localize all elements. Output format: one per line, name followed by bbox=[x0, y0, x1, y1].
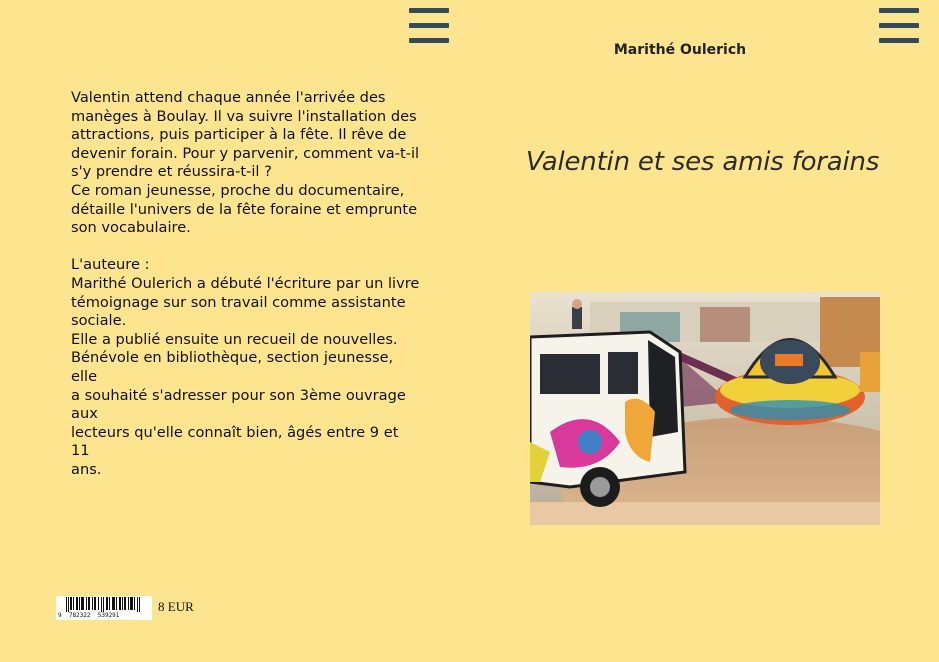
fairground-carousel-illustration bbox=[530, 292, 880, 525]
barcode-digits: 9 782322 539291 bbox=[58, 612, 152, 619]
author-name: Marithé Oulerich bbox=[613, 42, 747, 58]
hamburger-menu-icon[interactable] bbox=[409, 8, 449, 44]
hamburger-menu-icon[interactable] bbox=[879, 8, 919, 44]
isbn-barcode bbox=[56, 596, 152, 620]
cover-photo bbox=[530, 292, 880, 525]
barcode-bars-icon bbox=[56, 596, 152, 612]
book-title: Valentin et ses amis forains bbox=[525, 147, 880, 177]
price-label: 8 EUR bbox=[158, 599, 194, 614]
back-cover-blurb: Valentin attend chaque année l'arrivée des manèges à Boulay. Il va suivre l'installation des attractions, puis participer à la fête. Il rêve de devenir forain. Pour y parvenir, comment va-t-il s'y prendre et réussira-t-il ? Ce roman jeunesse, proche du documentaire, détaille l'univers de la fête foraine et emprunte son vocabulaire. L'auteure : Marithé Oulerich a débuté l'écriture par un livre témoignage sur son travail comme assistante sociale. Elle a publié ensuite un recueil de nouvelles. Bénévole en bibliothèque, section jeunesse, elle a souhaité s'adresser pour son 3ème ouvrage aux lecteurs qu'elle connaît bien, âgés entre 9 et 11 ans. bbox=[71, 89, 420, 478]
